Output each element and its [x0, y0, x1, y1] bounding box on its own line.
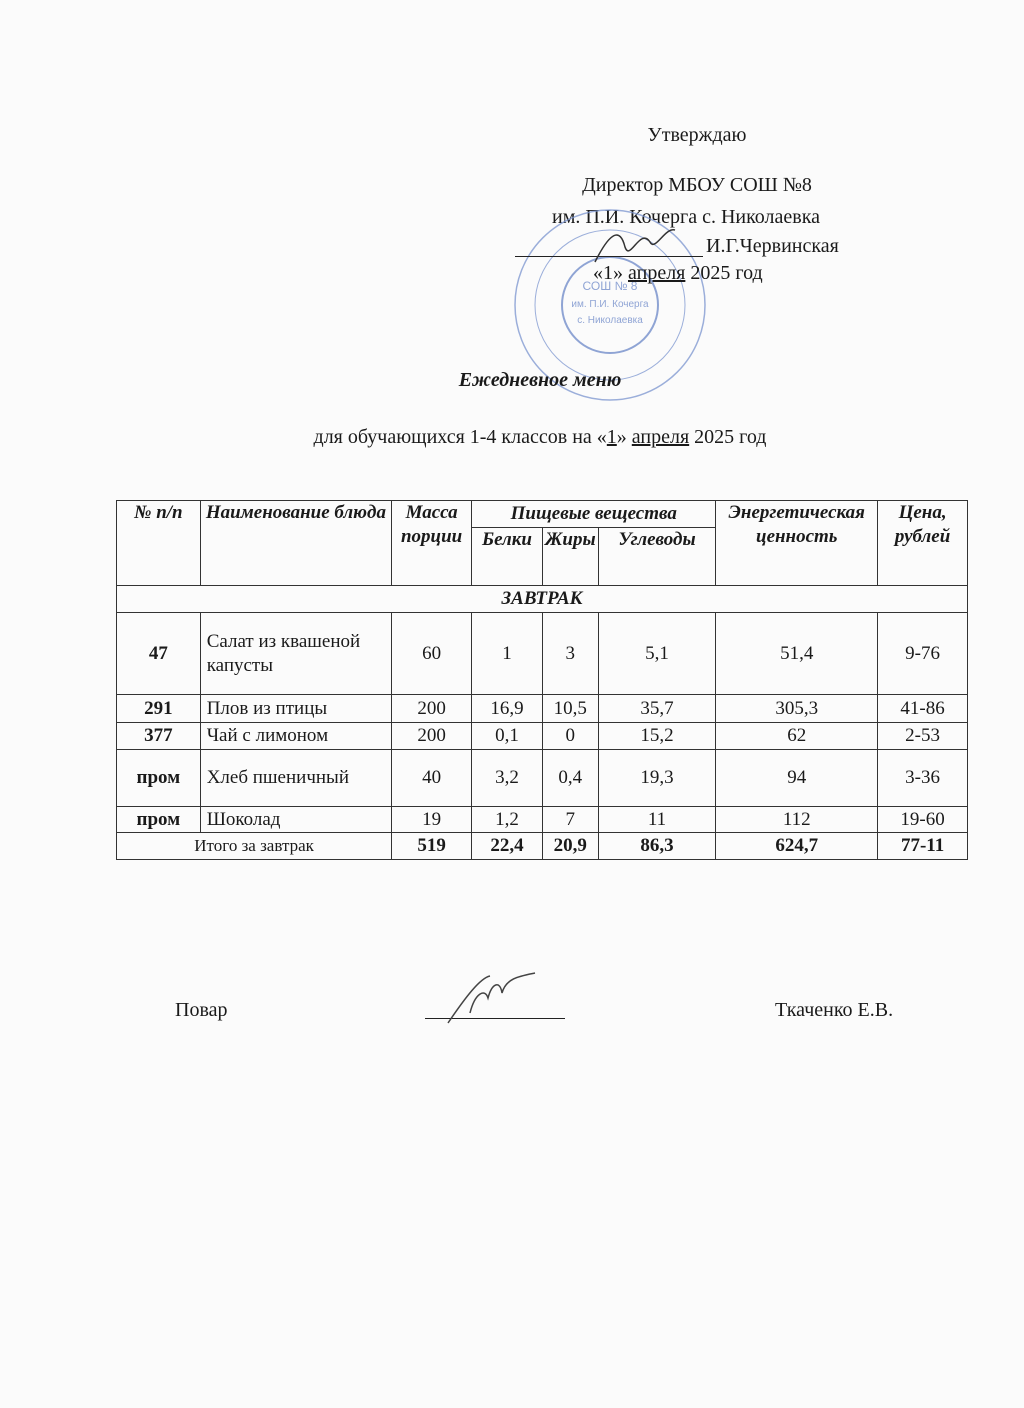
total-protein: 22,4	[472, 833, 543, 860]
cell-num: 377	[117, 723, 201, 750]
subtitle-mid: »	[616, 426, 632, 448]
cell-num: пром	[117, 750, 201, 807]
cell-fat: 3	[542, 613, 598, 695]
svg-text:им. П.И. Кочерга: им. П.И. Кочерга	[571, 299, 649, 310]
cell-fat: 7	[542, 807, 598, 833]
cell-price: 19-60	[878, 807, 968, 833]
cell-name: Шоколад	[200, 807, 391, 833]
svg-text:СОШ № 8: СОШ № 8	[582, 279, 638, 293]
header-name: Наименование блюда	[200, 501, 391, 586]
cell-carbs: 19,3	[598, 750, 716, 807]
cell-num: пром	[117, 807, 201, 833]
cell-protein: 0,1	[472, 723, 543, 750]
total-row	[117, 833, 968, 860]
subtitle-day: 1	[606, 426, 617, 448]
date-year: 2025 год	[690, 262, 763, 284]
cell-fat: 10,5	[542, 695, 598, 723]
approval-school: им. П.И. Кочерга с. Николаевка	[551, 206, 821, 228]
cell-mass: 60	[392, 613, 472, 695]
cell-energy: 305,3	[716, 695, 878, 723]
header-mass: Масса порции	[392, 501, 472, 586]
cell-carbs: 35,7	[598, 695, 716, 723]
cell-name: Чай с лимоном	[200, 723, 391, 750]
menu-title: Ежедневное меню	[458, 369, 622, 391]
cell-mass: 19	[392, 807, 472, 833]
cook-name: Ткаченко Е.В.	[775, 999, 894, 1021]
cell-carbs: 15,2	[598, 723, 716, 750]
table-row	[117, 723, 968, 750]
cell-price: 41-86	[878, 695, 968, 723]
cook-role: Повар	[175, 999, 228, 1021]
header-energy: Энергетическая ценность	[716, 501, 878, 586]
cell-fat: 0,4	[542, 750, 598, 807]
cell-energy: 51,4	[716, 613, 878, 695]
header-price: Цена, рублей	[878, 501, 968, 586]
subtitle-year: 2025 год	[689, 426, 767, 448]
cell-num: 291	[117, 695, 201, 723]
cell-energy: 112	[716, 807, 878, 833]
date-day: «1»	[593, 262, 623, 284]
cell-carbs: 11	[598, 807, 716, 833]
cell-carbs: 5,1	[598, 613, 716, 695]
svg-text:с. Николаевка: с. Николаевка	[577, 315, 643, 326]
subtitle-prefix: для обучающихся 1-4 классов на «	[313, 426, 607, 448]
approval-position: Директор МБОУ СОШ №8	[582, 174, 812, 196]
subtitle-month: апреля	[631, 426, 690, 448]
cell-name: Хлеб пшеничный	[200, 750, 391, 807]
menu-subtitle	[314, 426, 767, 449]
approval-title: Утверждаю	[647, 124, 747, 146]
cell-mass: 200	[392, 723, 472, 750]
cell-protein: 1,2	[472, 807, 543, 833]
cell-mass: 200	[392, 695, 472, 723]
header-fat: Жиры	[542, 528, 598, 586]
header-carbs: Углеводы	[598, 528, 716, 586]
total-carbs: 86,3	[598, 833, 716, 860]
cell-name: Салат из квашеной капусты	[200, 613, 391, 695]
header-protein: Белки	[472, 528, 543, 586]
director-name: И.Г.Червинская	[706, 235, 839, 257]
header-nutrients: Пищевые вещества	[472, 501, 716, 528]
cell-price: 2-53	[878, 723, 968, 750]
section-breakfast: ЗАВТРАК	[117, 586, 968, 613]
total-label: Итого за завтрак	[117, 833, 392, 860]
cell-fat: 0	[542, 723, 598, 750]
table-row	[117, 750, 968, 807]
table-row	[117, 613, 968, 695]
cell-energy: 94	[716, 750, 878, 807]
cell-mass: 40	[392, 750, 472, 807]
cell-price: 3-36	[878, 750, 968, 807]
table-row	[117, 695, 968, 723]
cook-signature	[440, 968, 540, 1028]
total-energy: 624,7	[716, 833, 878, 860]
cell-protein: 1	[472, 613, 543, 695]
table-row	[117, 807, 968, 833]
total-price: 77-11	[878, 833, 968, 860]
cell-protein: 16,9	[472, 695, 543, 723]
cell-energy: 62	[716, 723, 878, 750]
cell-name: Плов из птицы	[200, 695, 391, 723]
header-num: № п/п	[117, 501, 201, 586]
cell-num: 47	[117, 613, 201, 695]
total-mass: 519	[392, 833, 472, 860]
total-fat: 20,9	[542, 833, 598, 860]
approval-date	[593, 262, 763, 285]
menu-table	[116, 500, 968, 860]
cell-protein: 3,2	[472, 750, 543, 807]
date-month: апреля	[628, 262, 686, 284]
cell-price: 9-76	[878, 613, 968, 695]
